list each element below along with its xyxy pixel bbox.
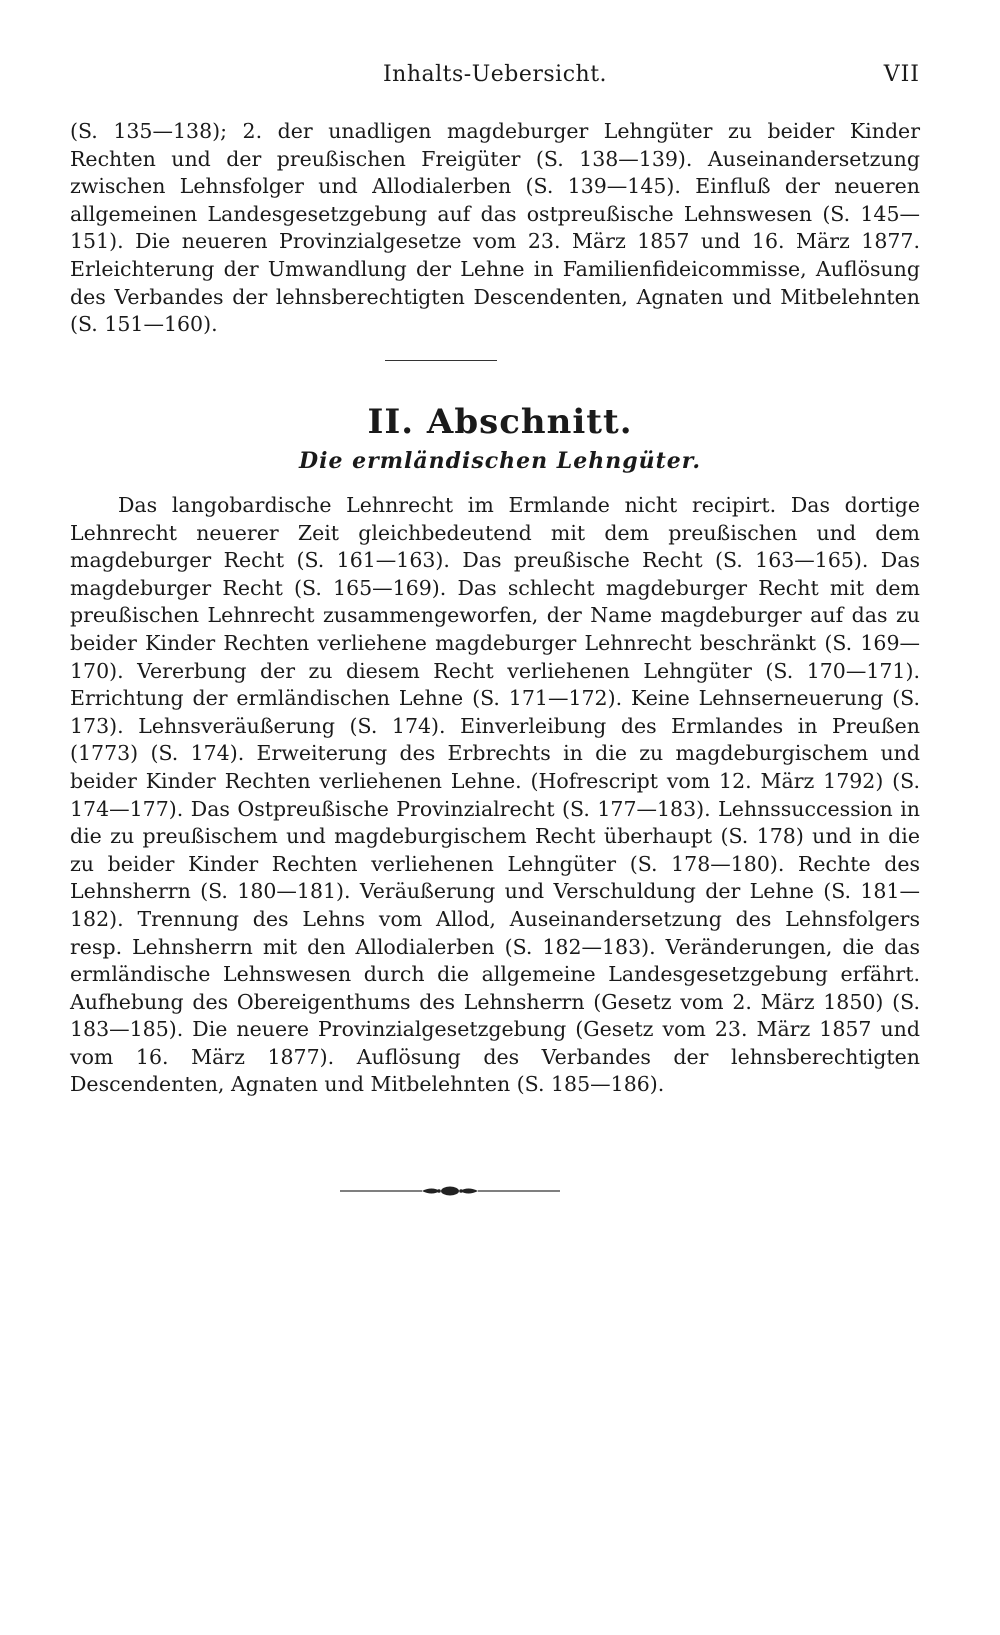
rule-line-icon [385,360,497,361]
running-title: Inhalts-Uebersicht. [382,62,608,87]
paragraph-continued: (S. 135—138); 2. der unadligen magdeburger Lehngüter zu beider Kinder Rechten und der preußischen Freigüter (S. 138—139). Auseinandersetzung zwischen Lehnsfolger und Allodialerben (S. 139—145). Einfluß der neueren allgemeinen Landesgesetzgebung auf das ostpreußische Lehnswesen (S. 145—151). Die neueren Provinzialgesetze vom 23. März 1857 und 16. März 1877. Erleichterung der Umwandlung der Lehne in Familienfideicommisse, Auflösung des Verbandes der lehnsberechtigten Descendenten, Agnaten und Mitbelehnten (S. 151—160). [70,119,920,337]
page-number: VII [883,62,920,87]
paragraph-section-body: Das langobardische Lehnrecht im Ermlande nicht recipirt. Das dortige Lehnrecht neuerer Zeit gleichbedeutend mit dem preußischen und dem magdeburger Recht (S. 161—163). Das preußische Recht (S. 163—165). Das magdeburger Recht (S. 165—169). Das schlecht magdeburger Recht mit dem preußischen Lehnrecht zusammengeworfen, der Name magdeburger auf das zu beider Kinder Rechten verliehene magdeburger Lehnrecht beschränkt (S. 169—170). Vererbung der zu diesem Recht verliehenen Lehngüter (S. 170—171). Errichtung der ermländischen Lehne (S. 171—172). Keine Lehnserneuerung (S. 173). Lehnsveräußerung (S. 174). Einverleibung des Ermlandes in Preußen (1773) (S. 174). Erweiterung des Erbrechts in die zu magdeburgischem und beider Kinder Rechten verliehenen Lehne. (Hofrescript vom 12. März 1792) (S. 174—177). Das Ostpreußische Provinzialrecht (S. 177—183). Lehnssuccession in die zu preußischem und magdeburgischem Recht überhaupt (S. 178) und in die zu beider Kinder Rechten verliehenen Lehngüter (S. 178—180). Rechte des Lehnsherrn (S. 180—181). Veräußerung und Verschuldung der Lehne (S. 181—182). Trennung des Lehns vom Allod, Auseinandersetzung des Lehnsfolgers resp. Lehnsherrn mit den Allodialerben (S. 182—183). Veränderungen, die das ermländische Lehnswesen durch die allgemeine Landesgesetzgebung erfährt. Aufhebung des Obereigenthums des Lehnsherrn (Gesetz vom 2. März 1850) (S. 183—185). Die neuere Provinzialgesetzgebung (Gesetz vom 23. März 1857 und vom 16. März 1877). Auflösung des Verbandes der lehnsberechtigten Descendenten, Agnaten und Mitbelehnten (S. 185—186). [70,493,920,1097]
running-header [70,62,920,102]
section-subtitle: Die ermländischen Lehngüter. [299,448,701,474]
fleuron-ornament-icon [340,1183,560,1199]
section-title: II. Abschnitt. [367,402,633,442]
